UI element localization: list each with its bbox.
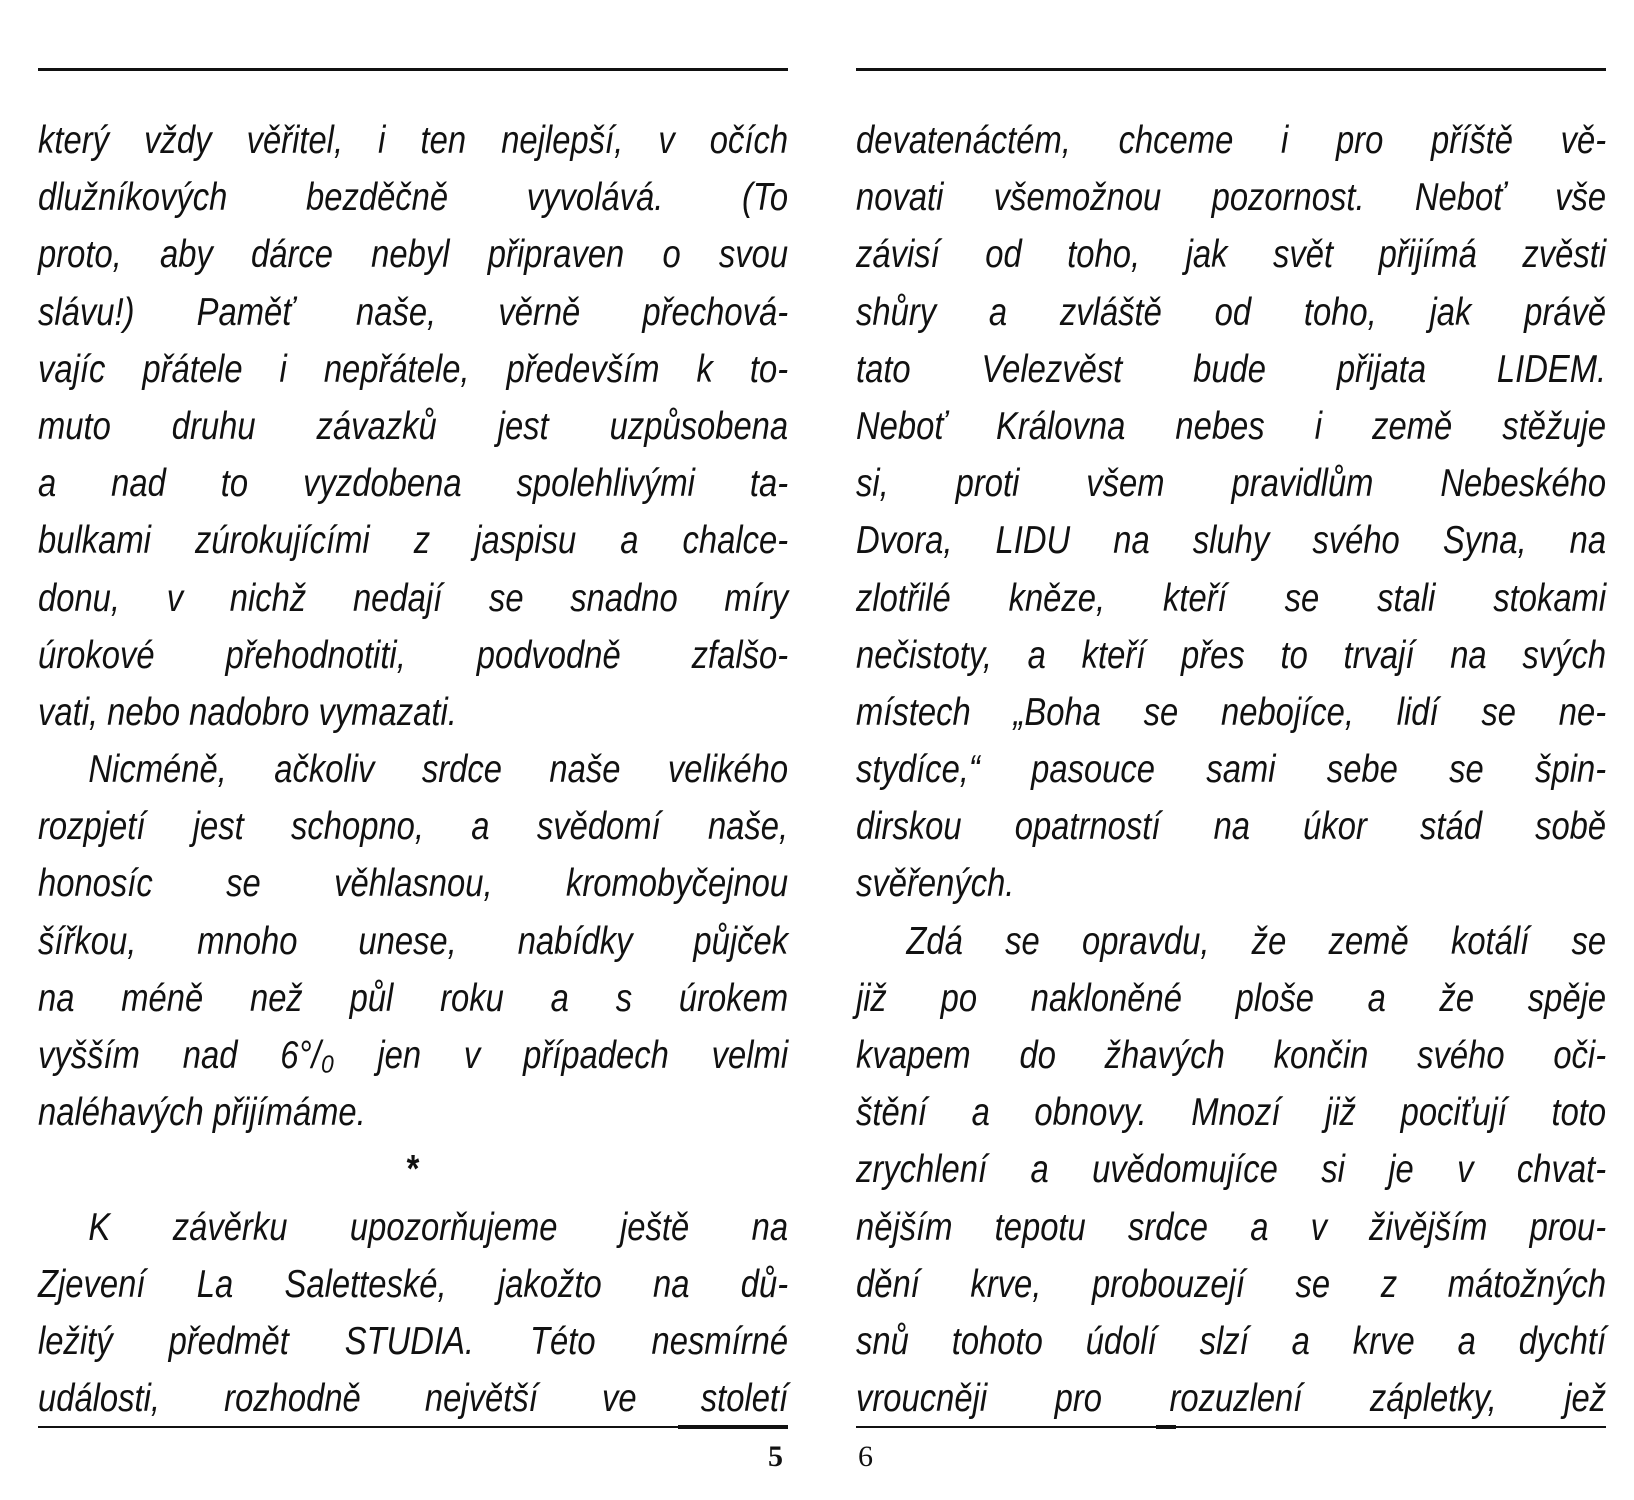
right-page <box>856 0 1606 1500</box>
text-line: vroucněji pro rozuzlení zápletky, jež <box>856 1377 1607 1421</box>
text-line: slávu!) Paměť naše, věrně přechová- <box>38 290 789 334</box>
text-line: bulkami zúrokujícími z jaspisu a chalce- <box>38 519 789 563</box>
left-page <box>38 0 788 1500</box>
text-line: vyšším nad 6°/₀ jen v případech velmi <box>38 1034 789 1077</box>
text-line: kvapem do žhavých končin svého oči- <box>856 1034 1607 1077</box>
text-line: Zdá se opravdu, že země kotálí se <box>906 919 1607 963</box>
text-line: nějším tepotu srdce a v živějším prou- <box>856 1205 1607 1249</box>
text-line: naléhavých přijímáme. <box>38 1091 366 1135</box>
text-line: ležitý předmět STUDIA. Této nesmírné <box>38 1319 789 1363</box>
text-line: Dvora, LIDU na sluhy svého Syna, na <box>856 519 1607 563</box>
left-page-text <box>38 112 788 1427</box>
text-line: úrokové přehodnotiti, podvodně zfalšo- <box>38 633 789 677</box>
text-line: dění krve, probouzejí se z mátožných <box>856 1262 1607 1306</box>
text-line: vati, nebo nadobro vymazati. <box>38 690 457 734</box>
top-rule <box>856 68 1606 71</box>
text-line: štění a obnovy. Mnozí již pociťují toto <box>856 1091 1607 1135</box>
text-line: místech „Boha se nebojíce, lidí se ne- <box>856 690 1607 734</box>
text-line: dirskou opatrností na úkor stád sobě <box>856 805 1607 849</box>
text-line: a nad to vyzdobena spolehlivými ta- <box>38 462 789 506</box>
text-line: šířkou, mnoho unese, nabídky půjček <box>38 919 789 963</box>
text-line: svěřených. <box>856 862 1015 906</box>
bottom-rule <box>856 1426 1606 1428</box>
text-line: honosíc se věhlasnou, kromobyčejnou <box>38 862 789 906</box>
text-line: K závěrku upozorňujeme ještě na <box>88 1205 789 1249</box>
text-line: Nicméně, ačkoliv srdce naše velikého <box>88 748 789 792</box>
text-line: devatenáctém, chceme i pro příště vě- <box>856 119 1607 162</box>
text-line: rozpjetí jest schopno, a svědomí naše, <box>38 805 789 849</box>
text-line: na méně než půl roku a s úrokem <box>38 976 789 1020</box>
text-line: závisí od toho, jak svět přijímá zvěsti <box>856 233 1607 277</box>
page-number: 6 <box>858 1440 873 1473</box>
text-line: již po nakloněné ploše a že spěje <box>856 976 1607 1020</box>
text-line: vajíc přátele i nepřátele, především k to- <box>38 347 789 391</box>
text-line: zrychlení a uvědomujíce si je v chvat- <box>856 1148 1607 1192</box>
section-separator: * <box>406 1148 420 1192</box>
text-line: zlotřilé kněze, kteří se stali stokami <box>856 576 1607 620</box>
text-line: události, rozhodně největší ve století <box>38 1377 789 1421</box>
text-line: stydíce,“ pasouce sami sebe se špin- <box>856 748 1607 792</box>
text-line: si, proti všem pravidlům Nebeského <box>856 462 1607 506</box>
text-line: novati všemožnou pozornost. Neboť vše <box>856 176 1607 220</box>
text-line: tato Velezvěst bude přijata LIDEM. <box>856 347 1607 391</box>
text-line: snů tohoto údolí slzí a krve a dychtí <box>856 1319 1607 1363</box>
text-line: Zjevení La Saletteské, jakožto na dů- <box>38 1262 789 1306</box>
text-line: nečistoty, a kteří přes to trvají na svých <box>856 633 1607 677</box>
right-page-text <box>856 112 1606 1427</box>
page-number: 5 <box>768 1440 783 1473</box>
text-line: dlužníkových bezděčně vyvolává. (To <box>38 176 789 220</box>
text-line: donu, v nichž nedají se snadno míry <box>38 576 789 620</box>
text-line: Neboť Královna nebes i země stěžuje <box>856 404 1607 448</box>
text-line: shůry a zvláště od toho, jak právě <box>856 290 1607 334</box>
text-line: muto druhu závazků jest uzpůsobena <box>38 404 789 448</box>
text-line: proto, aby dárce nebyl připraven o svou <box>38 233 789 277</box>
bottom-rule <box>38 1426 788 1428</box>
top-rule <box>38 68 788 71</box>
text-line: který vždy věřitel, i ten nejlepší, v očích <box>38 119 789 162</box>
